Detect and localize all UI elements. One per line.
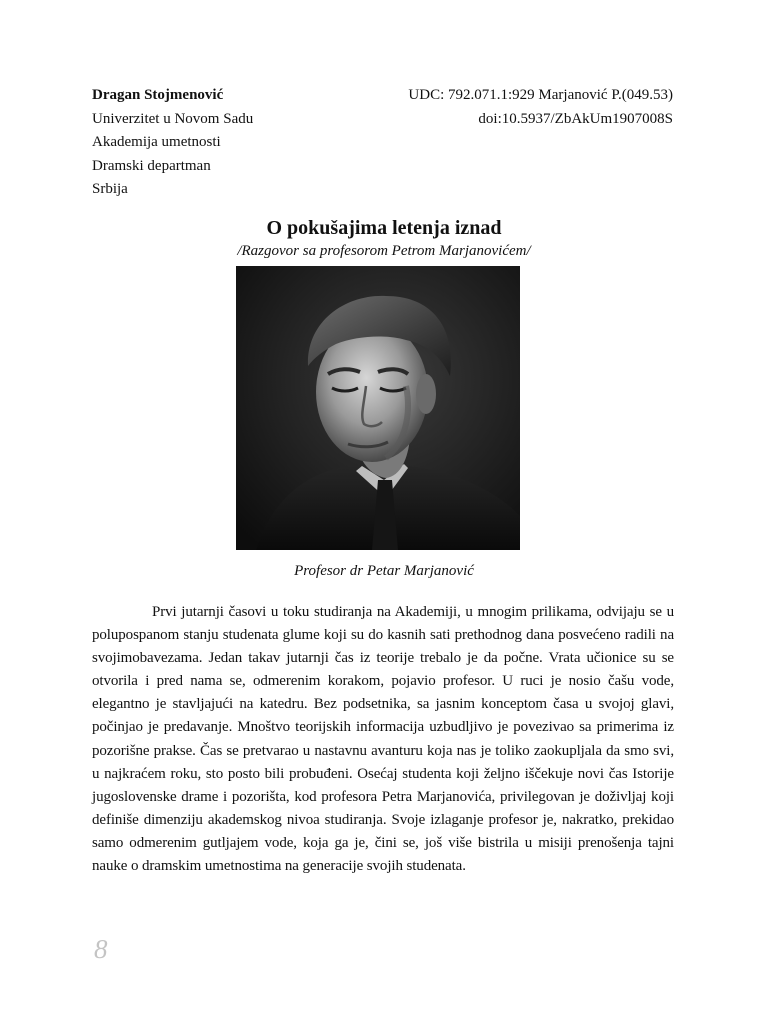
affiliation-academy: Akademija umetnosti bbox=[92, 134, 221, 150]
author-block bbox=[92, 84, 253, 202]
page-number: 8 bbox=[94, 934, 108, 964]
affiliation-university: Univerzitet u Novom Sadu bbox=[92, 110, 254, 127]
author-name: Dragan Stojmenović bbox=[92, 87, 224, 103]
article-title: O pokušajima letenja iznad bbox=[266, 217, 502, 239]
identifier-block bbox=[408, 84, 673, 131]
article-body-paragraph: Prvi jutarnji časovi u toku studiranja na Akademiji, u mnogim prilikama, odvijaju se u polupospanom stanju studenata glume koji su do kasnih sati prethodnog dana posvećeno radili na svojimobavezama. Jedan takav jutarnji čas iz teorije trebalo je da počne. Vrata učionice su se otvorila i pred nama se, odmerenim korakom, pojavio profesor. U ruci je nosio čašu vode, elegantno je stavljajući na katedru. Bez podsetnika, sa jasnim konceptom časa u svojoj glavi, počinjao je predavanje. Mnoštvo teorijskih informacija uzbudljivo je povezivao sa primerima iz pozorišne prakse. Čas se pretvarao u nastavnu avanturu koja nas je toliko zaokupljala da smo svi, u najkraćem roku, sto posto bili probuđeni. Osećaj studenta koji željno iščekuje novi čas Istorije jugoslovenske drame i pozorišta, kod profesora Petra Marjanovića, privilegovan je doživljaj koji definiše dimenziju akademskog nivoa studiranja. Svoje izlaganje profesor je, nakratko, prekidao samo odmerenim gutljajem vode, koja ga je, čini se, još više bistrila u misiji prenošenja tajni nauke o dramskim umetnostima na generacije svojih studenata. bbox=[92, 604, 674, 875]
affiliation-country: Srbija bbox=[92, 181, 128, 197]
affiliation-department: Dramski departman bbox=[92, 157, 211, 174]
article-subtitle: /Razgovor sa profesorom Petrom Marjanovićem/ bbox=[237, 243, 531, 259]
photo-caption: Profesor dr Petar Marjanović bbox=[294, 563, 474, 579]
portrait-photo bbox=[236, 266, 520, 550]
doi-link[interactable]: doi:10.5937/ZbAkUm1907008S bbox=[478, 110, 673, 127]
udc-code: UDC: 792.071.1:929 Marjanović P.(049.53) bbox=[408, 87, 673, 103]
